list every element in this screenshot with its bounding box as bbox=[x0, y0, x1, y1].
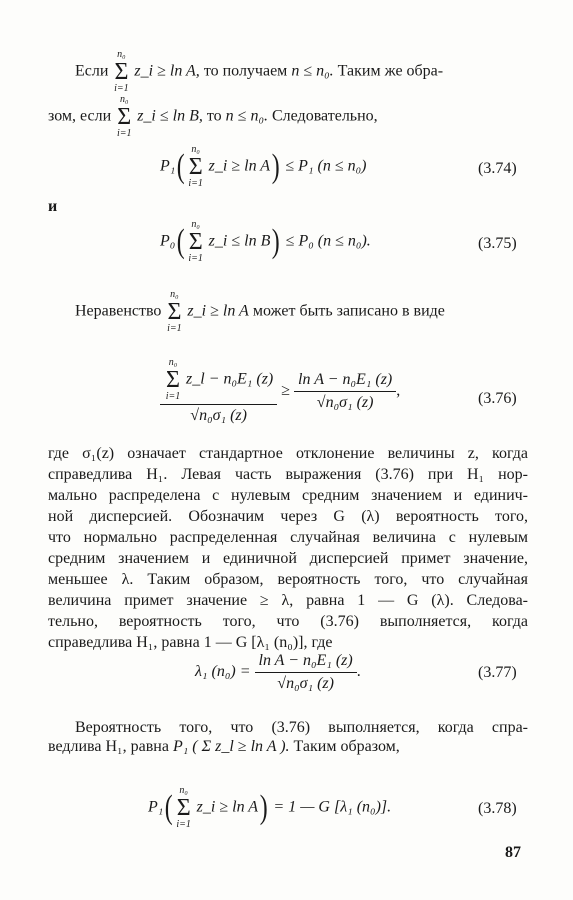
equation-3-75: P₀( n₀ Σ i=1 z_i ≤ ln B) ≤ P₀ (n ≤ n₀). bbox=[160, 219, 371, 264]
equation-3-77 bbox=[195, 652, 361, 693]
sum-symbol: n₀ Σ i=1 bbox=[114, 49, 129, 94]
line2-mid: то bbox=[206, 107, 222, 125]
eq77-num: ln A − n₀E₁ (z) bbox=[255, 652, 357, 673]
paragraph-2-line-2 bbox=[48, 738, 400, 756]
para2-lead: ведлива H₁, равна bbox=[48, 738, 169, 755]
eq76-den2: √n₀σ₁ (z) bbox=[316, 394, 374, 411]
eq77-lhs: λ₁ (n₀) = bbox=[195, 663, 251, 681]
line1-mid: то получаем bbox=[203, 62, 288, 80]
text-line-2 bbox=[48, 95, 378, 139]
eq76-frac-right bbox=[294, 371, 396, 412]
paragraph-2-line-1: Вероятность того, что (3.76) выполняется, когда спра- bbox=[75, 719, 528, 736]
line2-tail: Следовательно, bbox=[272, 107, 378, 125]
line1-lead: Если bbox=[75, 62, 109, 80]
eq76-op: ≥ bbox=[281, 382, 291, 400]
sum-symbol: n₀ Σ i=1 bbox=[167, 289, 182, 334]
para2-expr: P₁ ( Σ z_l ≥ ln A ). bbox=[172, 738, 290, 755]
sum-symbol: n₀ Σ i=1 bbox=[188, 144, 203, 189]
paragraph-line: мально распределена с нулевым средним значением и единич- bbox=[48, 487, 528, 504]
equation-number-3-77: (3.77) bbox=[478, 664, 517, 681]
paragraph-line: средним значением и единичной дисперсией примет значение, bbox=[48, 550, 528, 567]
eq76-num1: z_l − n₀E₁ (z) bbox=[186, 370, 274, 388]
and-word: и bbox=[48, 198, 58, 215]
eq74-inner: z_i ≥ ln A bbox=[208, 157, 271, 175]
paragraph-line: что нормально распределенная случайная величина с нулевым bbox=[48, 529, 528, 546]
text-line-3 bbox=[75, 290, 445, 334]
equation-3-76 bbox=[160, 358, 400, 425]
line3-tail: может быть записано в виде bbox=[252, 302, 445, 320]
eq76-frac-left bbox=[160, 358, 277, 425]
line1-expr: z_i ≥ ln A, bbox=[134, 62, 200, 80]
equation-number-3-75: (3.75) bbox=[478, 235, 517, 252]
equation-3-78: P₁( n₀ Σ i=1 z_i ≥ ln A) = 1 — G [λ₁ (n₀)]. bbox=[148, 785, 392, 830]
equation-3-74: P₁( n₀ Σ i=1 z_i ≥ ln A) ≤ P₁ (n ≤ n₀) bbox=[160, 144, 367, 189]
sum-symbol: n₀ Σ i=1 bbox=[176, 785, 191, 830]
paragraph-line: справедлива H₁, равна 1 — G [λ₁ (n₀)], где bbox=[48, 634, 333, 651]
para2-tail: Таким образом, bbox=[293, 738, 400, 755]
text-line-1 bbox=[75, 50, 443, 94]
line1-tail: Таким же обра- bbox=[337, 62, 444, 80]
line3-lead: Неравенство bbox=[75, 302, 162, 320]
sum-symbol: n₀ Σ i=1 bbox=[165, 357, 181, 402]
eq76-num2: ln A − n₀E₁ (z) bbox=[294, 371, 396, 392]
eq77-frac bbox=[255, 652, 357, 693]
eq74-p: P₁ bbox=[160, 157, 176, 175]
paragraph-line: ной дисперсией. Обозначим через G (λ) вероятность того, bbox=[48, 508, 528, 525]
paragraph-line: справедлива H₁. Левая часть выражения (3.76) при H₁ нор- bbox=[48, 466, 528, 483]
paragraph-line: величина примет значение ≥ λ, равна 1 — G (λ). Следова- bbox=[48, 592, 528, 609]
eq75-rhs: ≤ P₀ (n ≤ n₀). bbox=[285, 232, 371, 250]
eq75-p: P₀ bbox=[160, 232, 176, 250]
eq74-rhs: ≤ P₁ (n ≤ n₀) bbox=[285, 157, 367, 175]
eq78-rhs: = 1 — G [λ₁ (n₀)]. bbox=[273, 798, 392, 816]
eq75-inner: z_i ≤ ln B bbox=[208, 232, 271, 250]
eq76-tail: , bbox=[396, 382, 401, 400]
line2-lead: зом, если bbox=[48, 107, 112, 125]
equation-number-3-78: (3.78) bbox=[478, 800, 517, 817]
eq77-tail: . bbox=[356, 663, 361, 681]
sum-symbol: n₀ Σ i=1 bbox=[188, 219, 203, 264]
page-number: 87 bbox=[505, 844, 521, 861]
paragraph-line: тельно, вероятность того, что (3.76) выполняется, когда bbox=[48, 613, 528, 630]
line1-cond: n ≤ n₀. bbox=[291, 62, 334, 80]
eq77-den: √n₀σ₁ (z) bbox=[277, 675, 334, 692]
line3-expr: z_i ≥ ln A bbox=[187, 302, 249, 320]
eq78-inner: z_i ≥ ln A bbox=[196, 798, 259, 816]
sum-symbol: n₀ Σ i=1 bbox=[116, 94, 132, 139]
line2-cond: n ≤ n₀. bbox=[225, 107, 268, 125]
eq78-p: P₁ bbox=[148, 798, 164, 816]
line2-expr: z_i ≤ ln B, bbox=[137, 107, 203, 125]
paragraph-line: где σ₁(z) означает стандартное отклонение величины z, когда bbox=[48, 445, 528, 462]
equation-number-3-76: (3.76) bbox=[478, 390, 517, 407]
equation-number-3-74: (3.74) bbox=[478, 160, 517, 177]
eq76-den1: √n₀σ₁ (z) bbox=[190, 407, 247, 424]
paragraph-line: меньшее λ. Таким образом, вероятность того, что случайная bbox=[48, 571, 528, 588]
